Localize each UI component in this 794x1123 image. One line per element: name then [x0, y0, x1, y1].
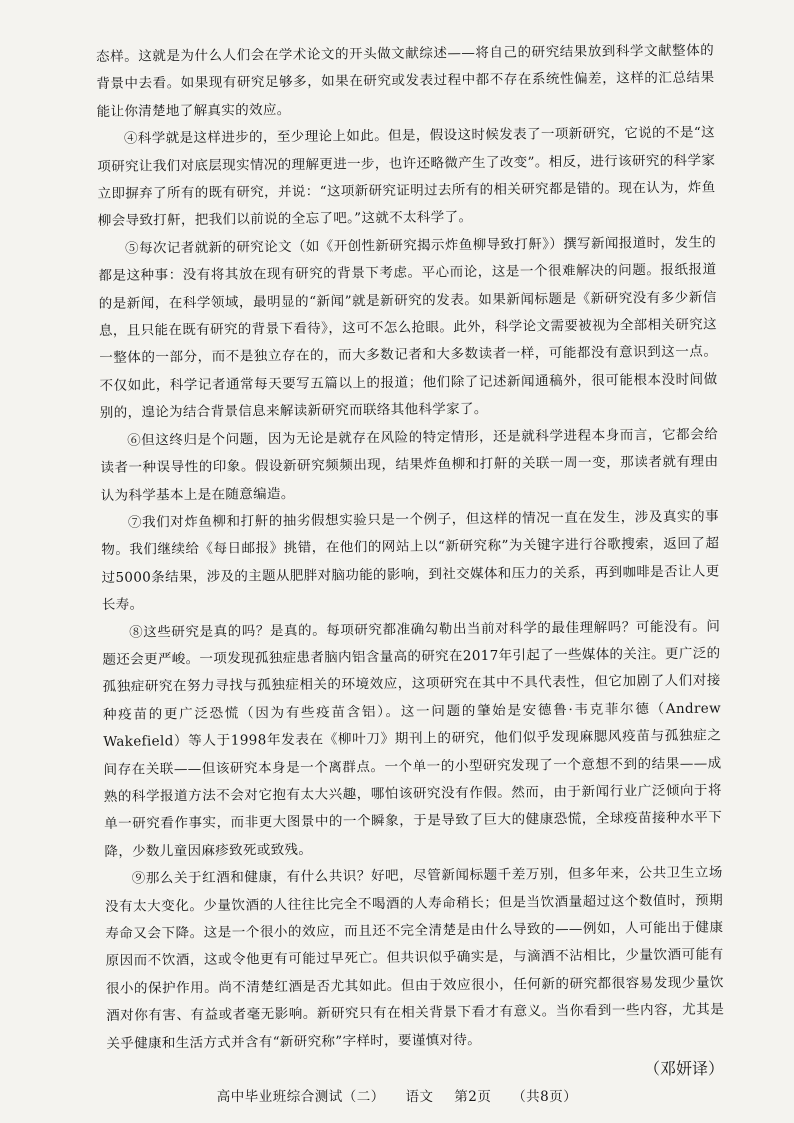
exam-title: 高中毕业班综合测试（二）: [216, 1089, 385, 1105]
paragraph-9: ⑨那么关于红酒和健康，有什么共识？好吧，尽管新闻标题千差万别，但多年来，公共卫生立场没有太大变化。少量饮酒的人往往比完全不喝酒的人寿命稍长；但是当饮酒量超过这个数值时，预期寿命又会下降。这是一个很小的效应，而且还不完全清楚是由什么导致的——例如，人可能出于健康原因而不饮酒，这或令他更有可能过早死亡。但共识似乎确实是，与滴酒不沾相比，少量饮酒可能有很小的保护作用。尚不清楚红酒是否尤其如此。但由于效应很小，任何新的研究都很容易发现少量饮酒对你有害、有益或者毫无影响。新研究只有在相关背景下看才有意义。当你看到一些内容，尤其是关乎健康和生活方式并含有“新研究称”字样时，要谨慎对待。: [104, 864, 725, 1052]
page-total: （共8页）: [512, 1089, 578, 1105]
paragraph-4: ④科学就是这样进步的，至少理论上如此。但是，假设这时候发表了一项新研究，它说的不是“这项研究让我们对底层现实情况的理解更进一步，也许还略微产生了改变”。相反，进行该研究的科学家立即摒弃了所有的既有研究，并说：“这项新研究证明过去所有的相关研究都是错的。现在认为，炸鱼柳会导致打鼾，把我们以前说的全忘了吧。”这就不太科学了。: [97, 124, 716, 230]
translator-credit: （邓妍译）: [643, 1059, 724, 1078]
paragraph-7: ⑦我们对炸鱼柳和打鼾的抽劣假想实验只是一个例子，但这样的情况一直在发生，涉及真实的事物。我们继续给《每日邮报》挑错，在他们的网站上以“新研究称”为关键字进行谷歌搜索，返回了超过5000条结果，涉及的主题从肥胖对脑功能的影响，到社交媒体和压力的关系，再到咖啡是否让人更长寿。: [101, 508, 720, 614]
paragraph-6: ⑥但这终归是个问题，因为无论是就存在风险的特定情形，还是就科学进程本身而言，它都会给读者一种误导性的印象。假设新研究频频出现，结果炸鱼柳和打鼾的关联一周一变，那读者就有理由认为科学基本上是在随意编造。: [100, 426, 719, 504]
subject-label: 语文: [405, 1089, 434, 1105]
article-body: [96, 38, 725, 1058]
paragraph-8: ⑧这些研究是真的吗？是真的。每项研究都准确勾勒出当前对科学的最佳理解吗？可能没有。问题还会更严峻。一项发现孤独症患者脑内铝含量高的研究在2017年引起了一些媒体的关注。更广泛的孤独症研究在努力寻找与孤独症相关的环境效应，这项研究在其中不具代表性，但它加剧了人们对接种疫苗的更广泛恐慌（因为有些疫苗含铝）。这一问题的肇始是安德鲁·韦克菲尔德（Andrew Wakefield）等人于1998年发表在《柳叶刀》期刊上的研究，他们似乎发现麻腮风疫苗与孤独症之间存在关联——但该研究本身是一个离群点。一个单一的小型研究发现了一个意想不到的结果——成熟的科学报道方法不会对它抱有太大兴趣，哪怕该研究没有作假。然而，由于新闻行业广泛倾向于将单一研究看作事实，而非更大图景中的一个瞬象，于是导致了巨大的健康恐慌，全球疫苗接种水平下降，少数儿童因麻疹致死或致残。: [102, 618, 723, 860]
paragraph-continuation: 态样。这就是为什么人们会在学术论文的开头做文献综述——将自己的研究结果放到科学文献整体的背景中去看。如果现有研究足够多，如果在研究或发表过程中都不存在系统性偏差，这样的汇总结果能让你清楚地了解真实的效应。: [96, 42, 715, 120]
page-footer: [0, 1085, 794, 1105]
page-number: 第2页: [454, 1089, 492, 1105]
paragraph-5: ⑤每次记者就新的研究论文（如《开创性新研究揭示炸鱼柳导致打鼾》）撰写新闻报道时，发生的都是这种事：没有将其放在现有研究的背景下考虑。平心而论，这是一个很难解决的问题。报纸报道的是新闻，在科学领域，最明显的“新闻”就是新研究的发表。如果新闻标题是《新研究没有多少新信息，且只能在既有研究的背景下看待》，这可不怎么抢眼。此外，科学论文需要被视为全部相关研究这一整体的一部分，而不是独立存在的，而大多数记者和大多数读者一样，可能都没有意识到这一点。不仅如此，科学记者通常每天要写五篇以上的报道；他们除了记述新闻通稿外，很可能根本没时间做别的，遑论为结合背景信息来解读新研究而联络其他科学家了。: [98, 234, 718, 422]
